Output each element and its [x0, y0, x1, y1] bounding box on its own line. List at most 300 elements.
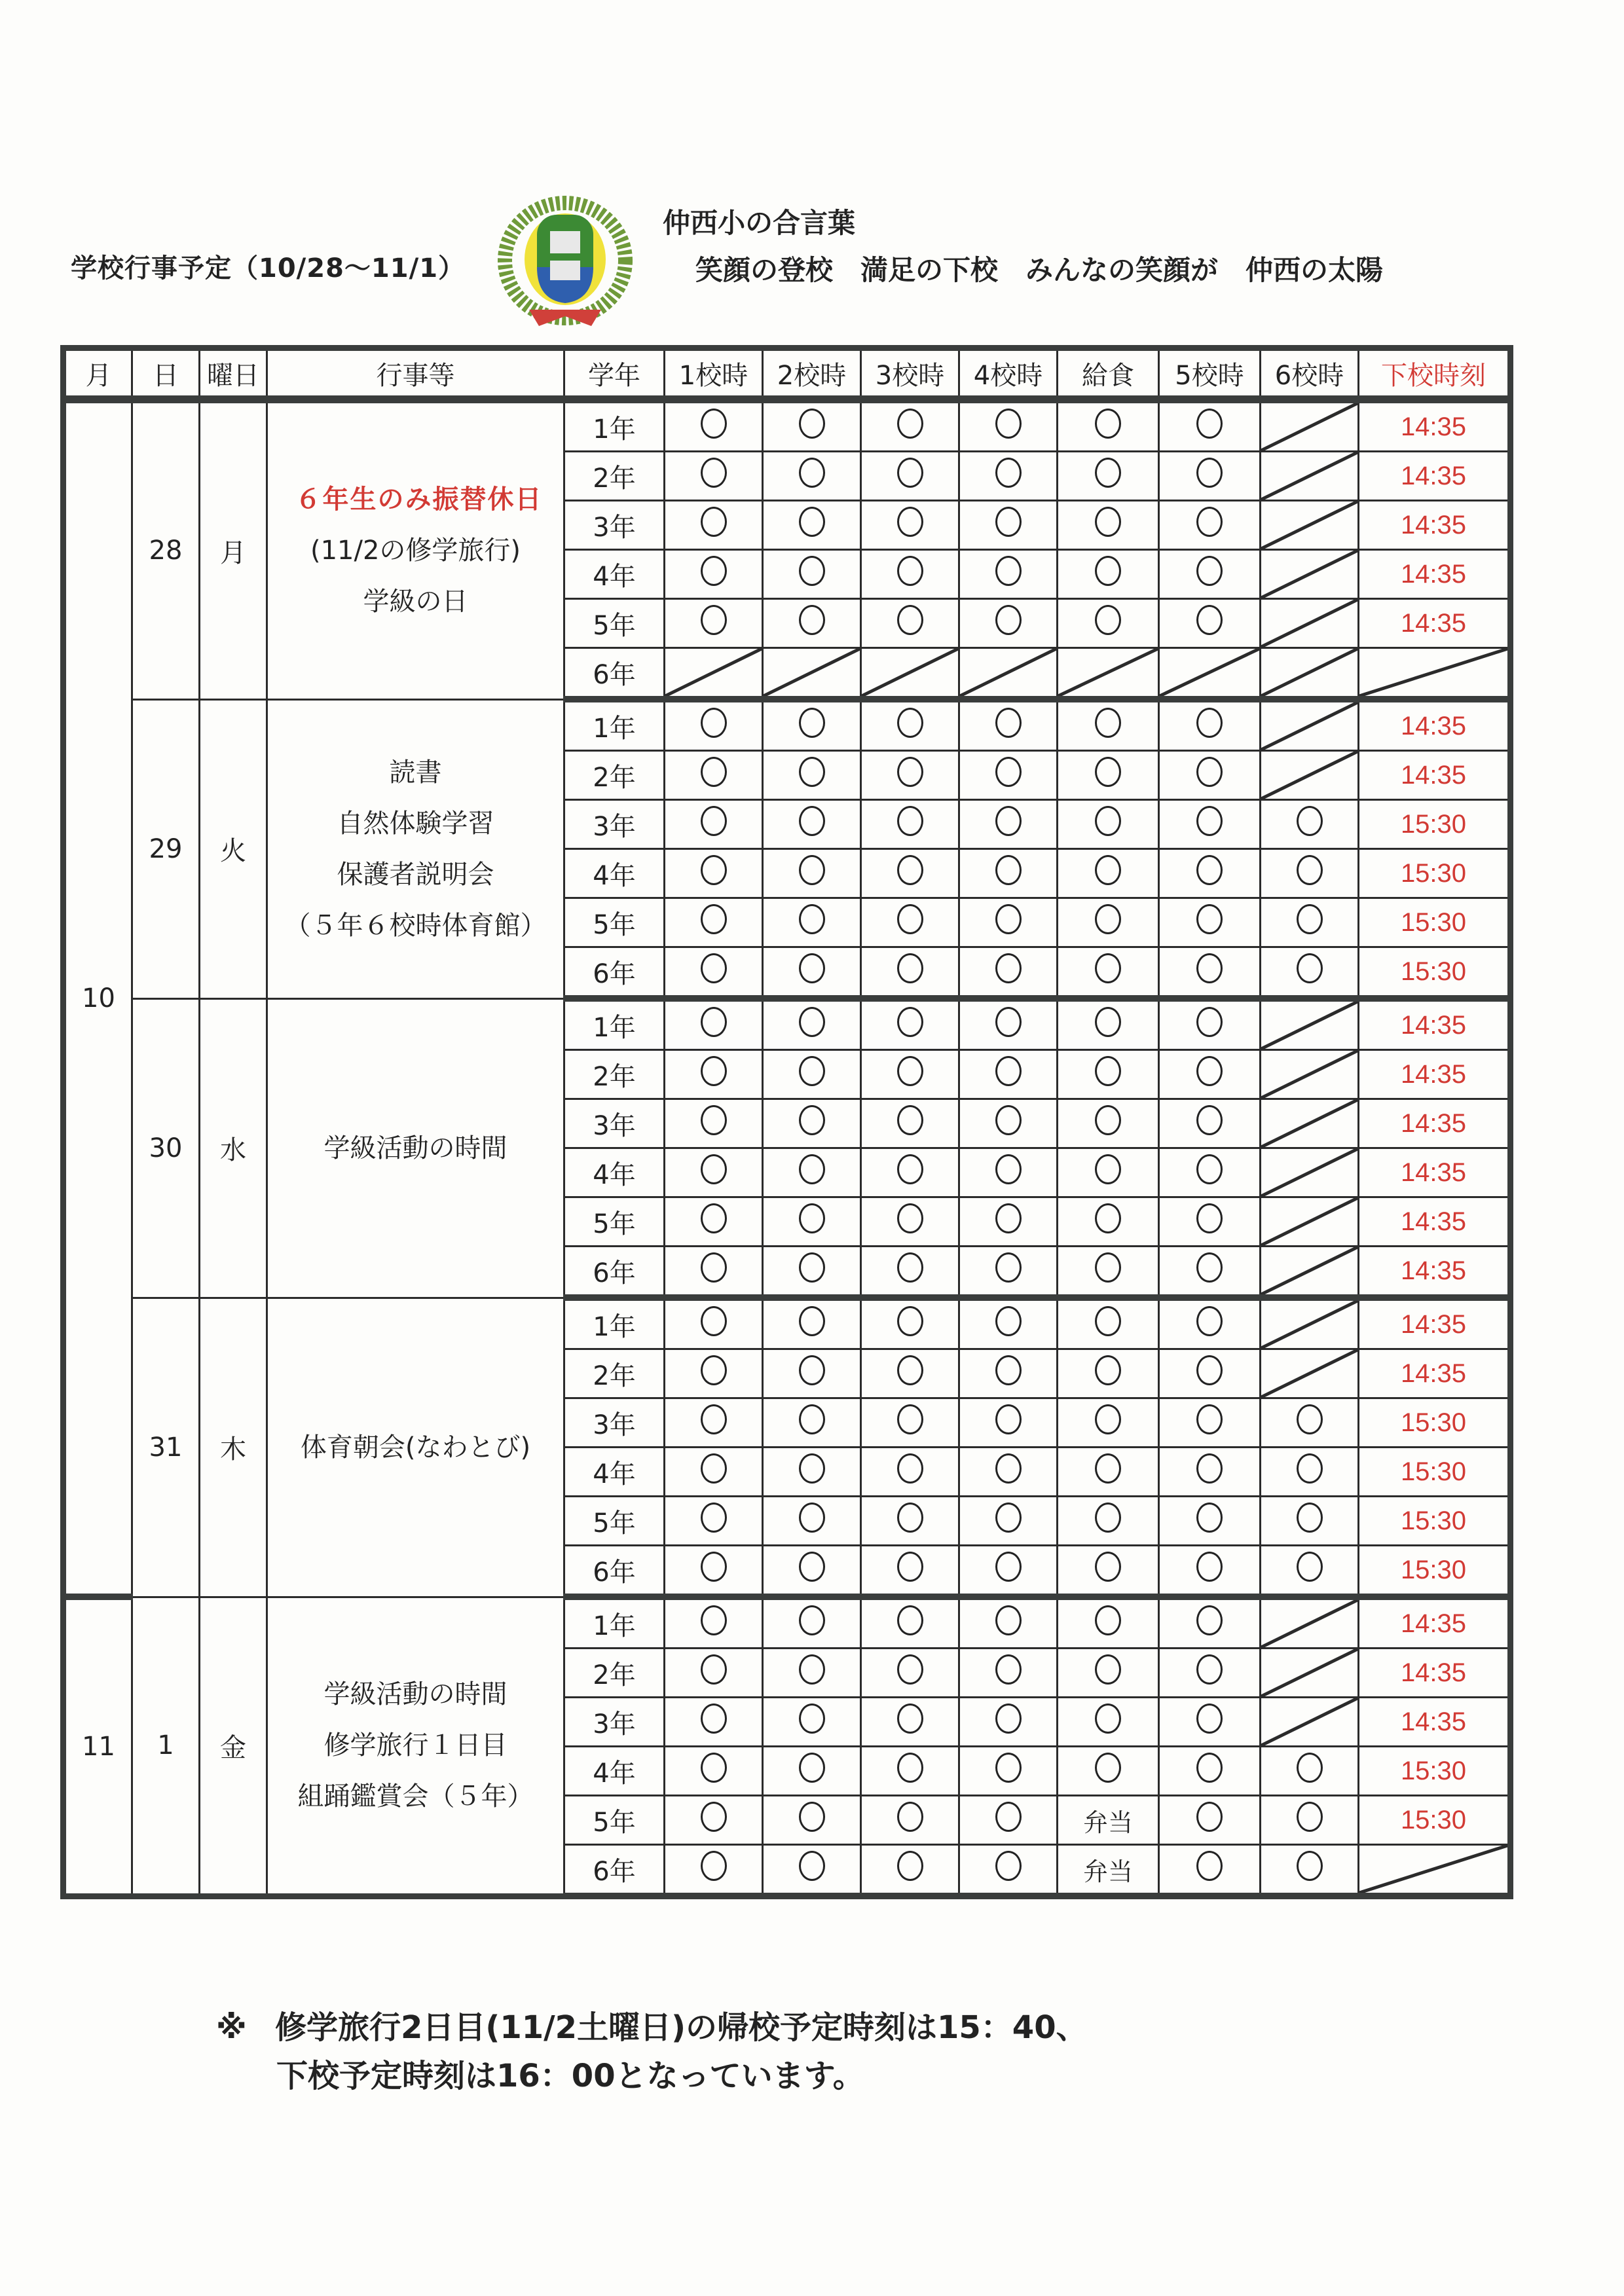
lunch-cell [1058, 1597, 1159, 1649]
circle-mark-icon [1196, 1605, 1223, 1635]
period-2-cell [763, 1546, 861, 1597]
period-6-cell [1261, 1197, 1359, 1247]
dismissal-time-cell: 14:35 [1359, 751, 1511, 800]
period-6-cell [1261, 1448, 1359, 1497]
circle-mark-icon [1196, 1704, 1223, 1734]
date-cell: 31 [132, 1298, 200, 1597]
lunch-cell [1058, 947, 1159, 999]
period-1-cell [665, 1597, 763, 1649]
period-3-cell [861, 648, 959, 700]
circle-mark-icon [1196, 605, 1223, 635]
dismissal-time-cell: 14:35 [1359, 1349, 1511, 1398]
period-6-cell [1261, 1398, 1359, 1448]
period-5-cell [1159, 648, 1261, 700]
circle-mark-icon [995, 1552, 1022, 1582]
period-1-cell [665, 1649, 763, 1698]
circle-mark-icon [897, 1007, 923, 1037]
weekday-cell: 木 [200, 1298, 267, 1597]
circle-mark-icon [995, 757, 1022, 787]
period-6-cell [1261, 1649, 1359, 1698]
period-5-cell [1159, 1099, 1261, 1148]
grade-cell: 4年 [564, 1448, 665, 1497]
period-5-cell [1159, 1845, 1261, 1897]
period-1-cell [665, 452, 763, 501]
period-4-cell [959, 1050, 1058, 1099]
period-5-cell [1159, 399, 1261, 452]
circle-mark-icon [1095, 1007, 1121, 1037]
period-6-cell [1261, 1747, 1359, 1796]
period-4-cell [959, 501, 1058, 550]
circle-mark-icon [799, 556, 825, 586]
circle-mark-icon [897, 1605, 923, 1635]
circle-mark-icon [897, 904, 923, 934]
dismissal-time-cell: 15:30 [1359, 947, 1511, 999]
period-3-cell [861, 1247, 959, 1298]
period-3-cell [861, 849, 959, 898]
col-period-3: 3校時 [861, 348, 959, 400]
circle-mark-icon [1095, 1252, 1121, 1283]
circle-mark-icon [701, 757, 727, 787]
period-4-cell [959, 1649, 1058, 1698]
circle-mark-icon [995, 1654, 1022, 1685]
period-4-cell [959, 998, 1058, 1050]
circle-mark-icon [897, 757, 923, 787]
period-6-cell [1261, 751, 1359, 800]
period-6-cell [1261, 1497, 1359, 1546]
circle-mark-icon [701, 806, 727, 836]
month-cell: 11 [64, 1597, 132, 1896]
event-item: 体育朝会(なわとび) [300, 1432, 531, 1463]
period-5-cell [1159, 699, 1261, 751]
period-5-cell [1159, 998, 1261, 1050]
period-1-cell [665, 947, 763, 999]
circle-mark-icon [701, 1203, 727, 1233]
lunch-cell [1058, 998, 1159, 1050]
circle-mark-icon [995, 1503, 1022, 1533]
period-2-cell [763, 849, 861, 898]
period-5-cell [1159, 1649, 1261, 1698]
circle-mark-icon [897, 708, 923, 738]
period-2-cell [763, 1497, 861, 1546]
period-3-cell [861, 1349, 959, 1398]
circle-mark-icon [897, 507, 923, 537]
period-3-cell [861, 599, 959, 648]
school-emblem-icon [490, 195, 640, 333]
not-applicable-slash-icon [1261, 752, 1357, 799]
period-6-cell [1261, 947, 1359, 999]
grade-cell: 5年 [564, 599, 665, 648]
lunch-cell [1058, 1148, 1159, 1197]
period-1-cell [665, 1546, 763, 1597]
period-6-cell [1261, 1698, 1359, 1747]
circle-mark-icon [995, 1056, 1022, 1086]
period-4-cell [959, 648, 1058, 700]
dismissal-time-cell: 14:35 [1359, 399, 1511, 452]
circle-mark-icon [1196, 1802, 1223, 1832]
circle-mark-icon [995, 1704, 1022, 1734]
period-2-cell [763, 1197, 861, 1247]
circle-mark-icon [897, 409, 923, 439]
note-line-2: 下校予定時刻は16：00となっています。 [276, 2058, 864, 2094]
circle-mark-icon [799, 708, 825, 738]
period-1-cell [665, 1298, 763, 1349]
period-1-cell [665, 399, 763, 452]
circle-mark-icon [995, 458, 1022, 488]
period-3-cell [861, 1698, 959, 1747]
grade-cell: 2年 [564, 751, 665, 800]
period-6-cell [1261, 1050, 1359, 1099]
period-6-cell [1261, 1247, 1359, 1298]
grade-cell: 6年 [564, 1247, 665, 1298]
col-period-1: 1校時 [665, 348, 763, 400]
period-5-cell [1159, 550, 1261, 599]
dismissal-time-cell [1359, 1845, 1511, 1897]
circle-mark-icon [701, 1007, 727, 1037]
lunch-cell [1058, 550, 1159, 599]
lunch-cell [1058, 1845, 1159, 1897]
circle-mark-icon [701, 1453, 727, 1484]
document-title: 学校行事予定（10/28〜11/1） [71, 253, 466, 283]
motto-heading: 仲西小の合言葉 [663, 207, 856, 239]
period-3-cell [861, 898, 959, 947]
period-4-cell [959, 1197, 1058, 1247]
weekday-cell: 火 [200, 699, 267, 998]
circle-mark-icon [995, 605, 1022, 635]
dismissal-time-cell: 15:30 [1359, 800, 1511, 849]
circle-mark-icon [995, 1802, 1022, 1832]
circle-mark-icon [995, 708, 1022, 738]
period-4-cell [959, 1099, 1058, 1148]
not-applicable-slash-icon [1160, 649, 1259, 696]
events-cell [267, 1597, 564, 1896]
dismissal-time-cell: 15:30 [1359, 898, 1511, 947]
not-applicable-slash-icon [960, 649, 1056, 696]
circle-mark-icon [701, 1252, 727, 1283]
circle-mark-icon [799, 605, 825, 635]
period-4-cell [959, 452, 1058, 501]
circle-mark-icon [1095, 605, 1121, 635]
circle-mark-icon [701, 1802, 727, 1832]
period-6-cell [1261, 648, 1359, 700]
period-6-cell [1261, 452, 1359, 501]
period-2-cell [763, 1349, 861, 1398]
lunch-cell [1058, 699, 1159, 751]
circle-mark-icon [701, 409, 727, 439]
period-5-cell [1159, 1698, 1261, 1747]
school-motto: 笑顔の登校 満足の下校 みんなの笑顔が 仲西の太陽 [695, 254, 1384, 286]
circle-mark-icon [799, 1802, 825, 1832]
col-period-5: 5校時 [1159, 348, 1261, 400]
events-cell [267, 699, 564, 998]
period-2-cell [763, 800, 861, 849]
lunch-cell [1058, 1197, 1159, 1247]
col-events: 行事等 [267, 348, 564, 400]
lunch-cell [1058, 1349, 1159, 1398]
grade-cell: 3年 [564, 1698, 665, 1747]
circle-mark-icon [799, 1552, 825, 1582]
circle-mark-icon [1095, 757, 1121, 787]
circle-mark-icon [1095, 1404, 1121, 1434]
period-5-cell [1159, 800, 1261, 849]
col-grade: 学年 [564, 348, 665, 400]
period-6-cell [1261, 998, 1359, 1050]
circle-mark-icon [701, 458, 727, 488]
date-cell: 28 [132, 399, 200, 699]
period-3-cell [861, 501, 959, 550]
not-applicable-slash-icon [862, 649, 958, 696]
note-mark: ※ [216, 2009, 247, 2046]
date-cell: 29 [132, 699, 200, 998]
circle-mark-icon [1196, 757, 1223, 787]
period-2-cell [763, 1698, 861, 1747]
dismissal-time-cell: 15:30 [1359, 1747, 1511, 1796]
period-4-cell [959, 1497, 1058, 1546]
dismissal-time-cell: 15:30 [1359, 1448, 1511, 1497]
table-row [64, 1597, 1511, 1649]
period-3-cell [861, 751, 959, 800]
grade-cell: 5年 [564, 1197, 665, 1247]
circle-mark-icon [1196, 1851, 1223, 1881]
period-2-cell [763, 1448, 861, 1497]
period-5-cell [1159, 501, 1261, 550]
period-5-cell [1159, 1546, 1261, 1597]
date-cell: 1 [132, 1597, 200, 1896]
table-row [64, 699, 1511, 751]
period-2-cell [763, 1747, 861, 1796]
circle-mark-icon [799, 1605, 825, 1635]
period-2-cell [763, 399, 861, 452]
lunch-cell [1058, 1247, 1159, 1298]
event-item: 修学旅行１日目 [323, 1730, 507, 1760]
circle-mark-icon [799, 1007, 825, 1037]
period-6-cell [1261, 501, 1359, 550]
period-3-cell [861, 699, 959, 751]
grade-cell: 5年 [564, 898, 665, 947]
circle-mark-icon [995, 507, 1022, 537]
circle-mark-icon [701, 1306, 727, 1336]
circle-mark-icon [897, 1453, 923, 1484]
dismissal-time-cell: 14:35 [1359, 1698, 1511, 1747]
events-cell [267, 399, 564, 699]
grade-cell: 3年 [564, 501, 665, 550]
weekday-cell: 月 [200, 399, 267, 699]
circle-mark-icon [1196, 1753, 1223, 1783]
period-5-cell [1159, 849, 1261, 898]
circle-mark-icon [799, 1851, 825, 1881]
period-5-cell [1159, 452, 1261, 501]
circle-mark-icon [799, 953, 825, 983]
not-applicable-slash-icon [1359, 649, 1507, 696]
date-cell: 30 [132, 998, 200, 1298]
period-1-cell [665, 1050, 763, 1099]
grade-cell: 6年 [564, 1845, 665, 1897]
not-applicable-slash-icon [1261, 1600, 1357, 1647]
col-period-2: 2校時 [763, 348, 861, 400]
grade-cell: 4年 [564, 1747, 665, 1796]
circle-mark-icon [995, 1404, 1022, 1434]
period-4-cell [959, 947, 1058, 999]
period-6-cell [1261, 599, 1359, 648]
lunch-cell [1058, 1747, 1159, 1796]
period-3-cell [861, 1497, 959, 1546]
circle-mark-icon [1196, 1404, 1223, 1434]
circle-mark-icon [1297, 1851, 1323, 1881]
lunch-cell [1058, 599, 1159, 648]
table-row [64, 399, 1511, 452]
circle-mark-icon [1095, 1056, 1121, 1086]
circle-mark-icon [799, 1654, 825, 1685]
lunch-cell [1058, 501, 1159, 550]
circle-mark-icon [1095, 1704, 1121, 1734]
circle-mark-icon [799, 1753, 825, 1783]
period-1-cell [665, 501, 763, 550]
period-1-cell [665, 599, 763, 648]
lunch-cell [1058, 1398, 1159, 1448]
schedule-table [60, 345, 1513, 1899]
period-3-cell [861, 998, 959, 1050]
period-1-cell [665, 1349, 763, 1398]
circle-mark-icon [701, 1503, 727, 1533]
period-3-cell [861, 1448, 959, 1497]
not-applicable-slash-icon [1359, 1846, 1507, 1893]
circle-mark-icon [897, 1503, 923, 1533]
not-applicable-slash-icon [764, 649, 860, 696]
lunch-cell [1058, 898, 1159, 947]
period-6-cell [1261, 1845, 1359, 1897]
circle-mark-icon [701, 708, 727, 738]
col-date: 日 [132, 348, 200, 400]
circle-mark-icon [897, 605, 923, 635]
circle-mark-icon [1196, 806, 1223, 836]
period-1-cell [665, 1247, 763, 1298]
period-5-cell [1159, 599, 1261, 648]
not-applicable-slash-icon [1261, 1002, 1357, 1049]
period-2-cell [763, 947, 861, 999]
dismissal-time-cell: 15:30 [1359, 1796, 1511, 1845]
dismissal-time-cell: 14:35 [1359, 1649, 1511, 1698]
grade-cell: 5年 [564, 1497, 665, 1546]
event-item: （５年６校時体育館） [284, 910, 547, 941]
period-4-cell [959, 550, 1058, 599]
period-4-cell [959, 1298, 1058, 1349]
period-2-cell [763, 699, 861, 751]
circle-mark-icon [995, 1203, 1022, 1233]
dismissal-time-cell: 14:35 [1359, 1197, 1511, 1247]
circle-mark-icon [1095, 507, 1121, 537]
period-1-cell [665, 898, 763, 947]
grade-cell: 1年 [564, 1298, 665, 1349]
dismissal-time-cell: 14:35 [1359, 452, 1511, 501]
period-4-cell [959, 399, 1058, 452]
circle-mark-icon [897, 1355, 923, 1385]
circle-mark-icon [1196, 1453, 1223, 1484]
circle-mark-icon [897, 1306, 923, 1336]
period-2-cell [763, 1050, 861, 1099]
circle-mark-icon [1095, 1503, 1121, 1533]
period-5-cell [1159, 1349, 1261, 1398]
circle-mark-icon [995, 1252, 1022, 1283]
circle-mark-icon [701, 1552, 727, 1582]
period-1-cell [665, 751, 763, 800]
circle-mark-icon [799, 1355, 825, 1385]
period-2-cell [763, 1148, 861, 1197]
circle-mark-icon [1196, 1252, 1223, 1283]
grade-cell: 1年 [564, 399, 665, 452]
period-3-cell [861, 1747, 959, 1796]
event-item: 自然体験学習 [337, 808, 494, 839]
circle-mark-icon [1196, 1552, 1223, 1582]
dismissal-time-cell: 14:35 [1359, 1148, 1511, 1197]
period-5-cell [1159, 1398, 1261, 1448]
circle-mark-icon [1095, 1306, 1121, 1336]
circle-mark-icon [799, 1503, 825, 1533]
circle-mark-icon [701, 1404, 727, 1434]
circle-mark-icon [799, 855, 825, 885]
table-row [64, 1298, 1511, 1349]
circle-mark-icon [995, 806, 1022, 836]
period-1-cell [665, 1448, 763, 1497]
period-1-cell [665, 1698, 763, 1747]
not-applicable-slash-icon [665, 649, 762, 696]
circle-mark-icon [897, 1753, 923, 1783]
circle-mark-icon [1297, 1404, 1323, 1434]
circle-mark-icon [1095, 1552, 1121, 1582]
circle-mark-icon [1095, 1453, 1121, 1484]
period-4-cell [959, 1247, 1058, 1298]
not-applicable-slash-icon [1261, 501, 1357, 549]
circle-mark-icon [701, 605, 727, 635]
period-6-cell [1261, 550, 1359, 599]
col-dismissal-time: 下校時刻 [1359, 348, 1511, 400]
circle-mark-icon [1196, 1355, 1223, 1385]
circle-mark-icon [995, 1105, 1022, 1135]
circle-mark-icon [1297, 1802, 1323, 1832]
circle-mark-icon [995, 1306, 1022, 1336]
period-3-cell [861, 947, 959, 999]
lunch-cell [1058, 1796, 1159, 1845]
period-2-cell [763, 501, 861, 550]
period-4-cell [959, 1747, 1058, 1796]
grade-cell: 1年 [564, 998, 665, 1050]
footnote [216, 2003, 1088, 2100]
circle-mark-icon [897, 1056, 923, 1086]
month-cell: 10 [64, 399, 132, 1597]
period-2-cell [763, 1298, 861, 1349]
circle-mark-icon [995, 855, 1022, 885]
period-1-cell [665, 648, 763, 700]
circle-mark-icon [1196, 953, 1223, 983]
period-3-cell [861, 399, 959, 452]
period-3-cell [861, 1546, 959, 1597]
not-applicable-slash-icon [1261, 1149, 1357, 1196]
period-6-cell [1261, 1796, 1359, 1845]
period-2-cell [763, 1398, 861, 1448]
circle-mark-icon [1196, 708, 1223, 738]
circle-mark-icon [995, 1355, 1022, 1385]
not-applicable-slash-icon [1261, 702, 1357, 750]
period-4-cell [959, 800, 1058, 849]
period-6-cell [1261, 399, 1359, 452]
period-5-cell [1159, 898, 1261, 947]
circle-mark-icon [1095, 1203, 1121, 1233]
circle-mark-icon [897, 1105, 923, 1135]
circle-mark-icon [701, 1605, 727, 1635]
events-cell [267, 998, 564, 1298]
not-applicable-slash-icon [1261, 1051, 1357, 1098]
circle-mark-icon [701, 1753, 727, 1783]
dismissal-time-cell: 14:35 [1359, 1597, 1511, 1649]
circle-mark-icon [897, 855, 923, 885]
